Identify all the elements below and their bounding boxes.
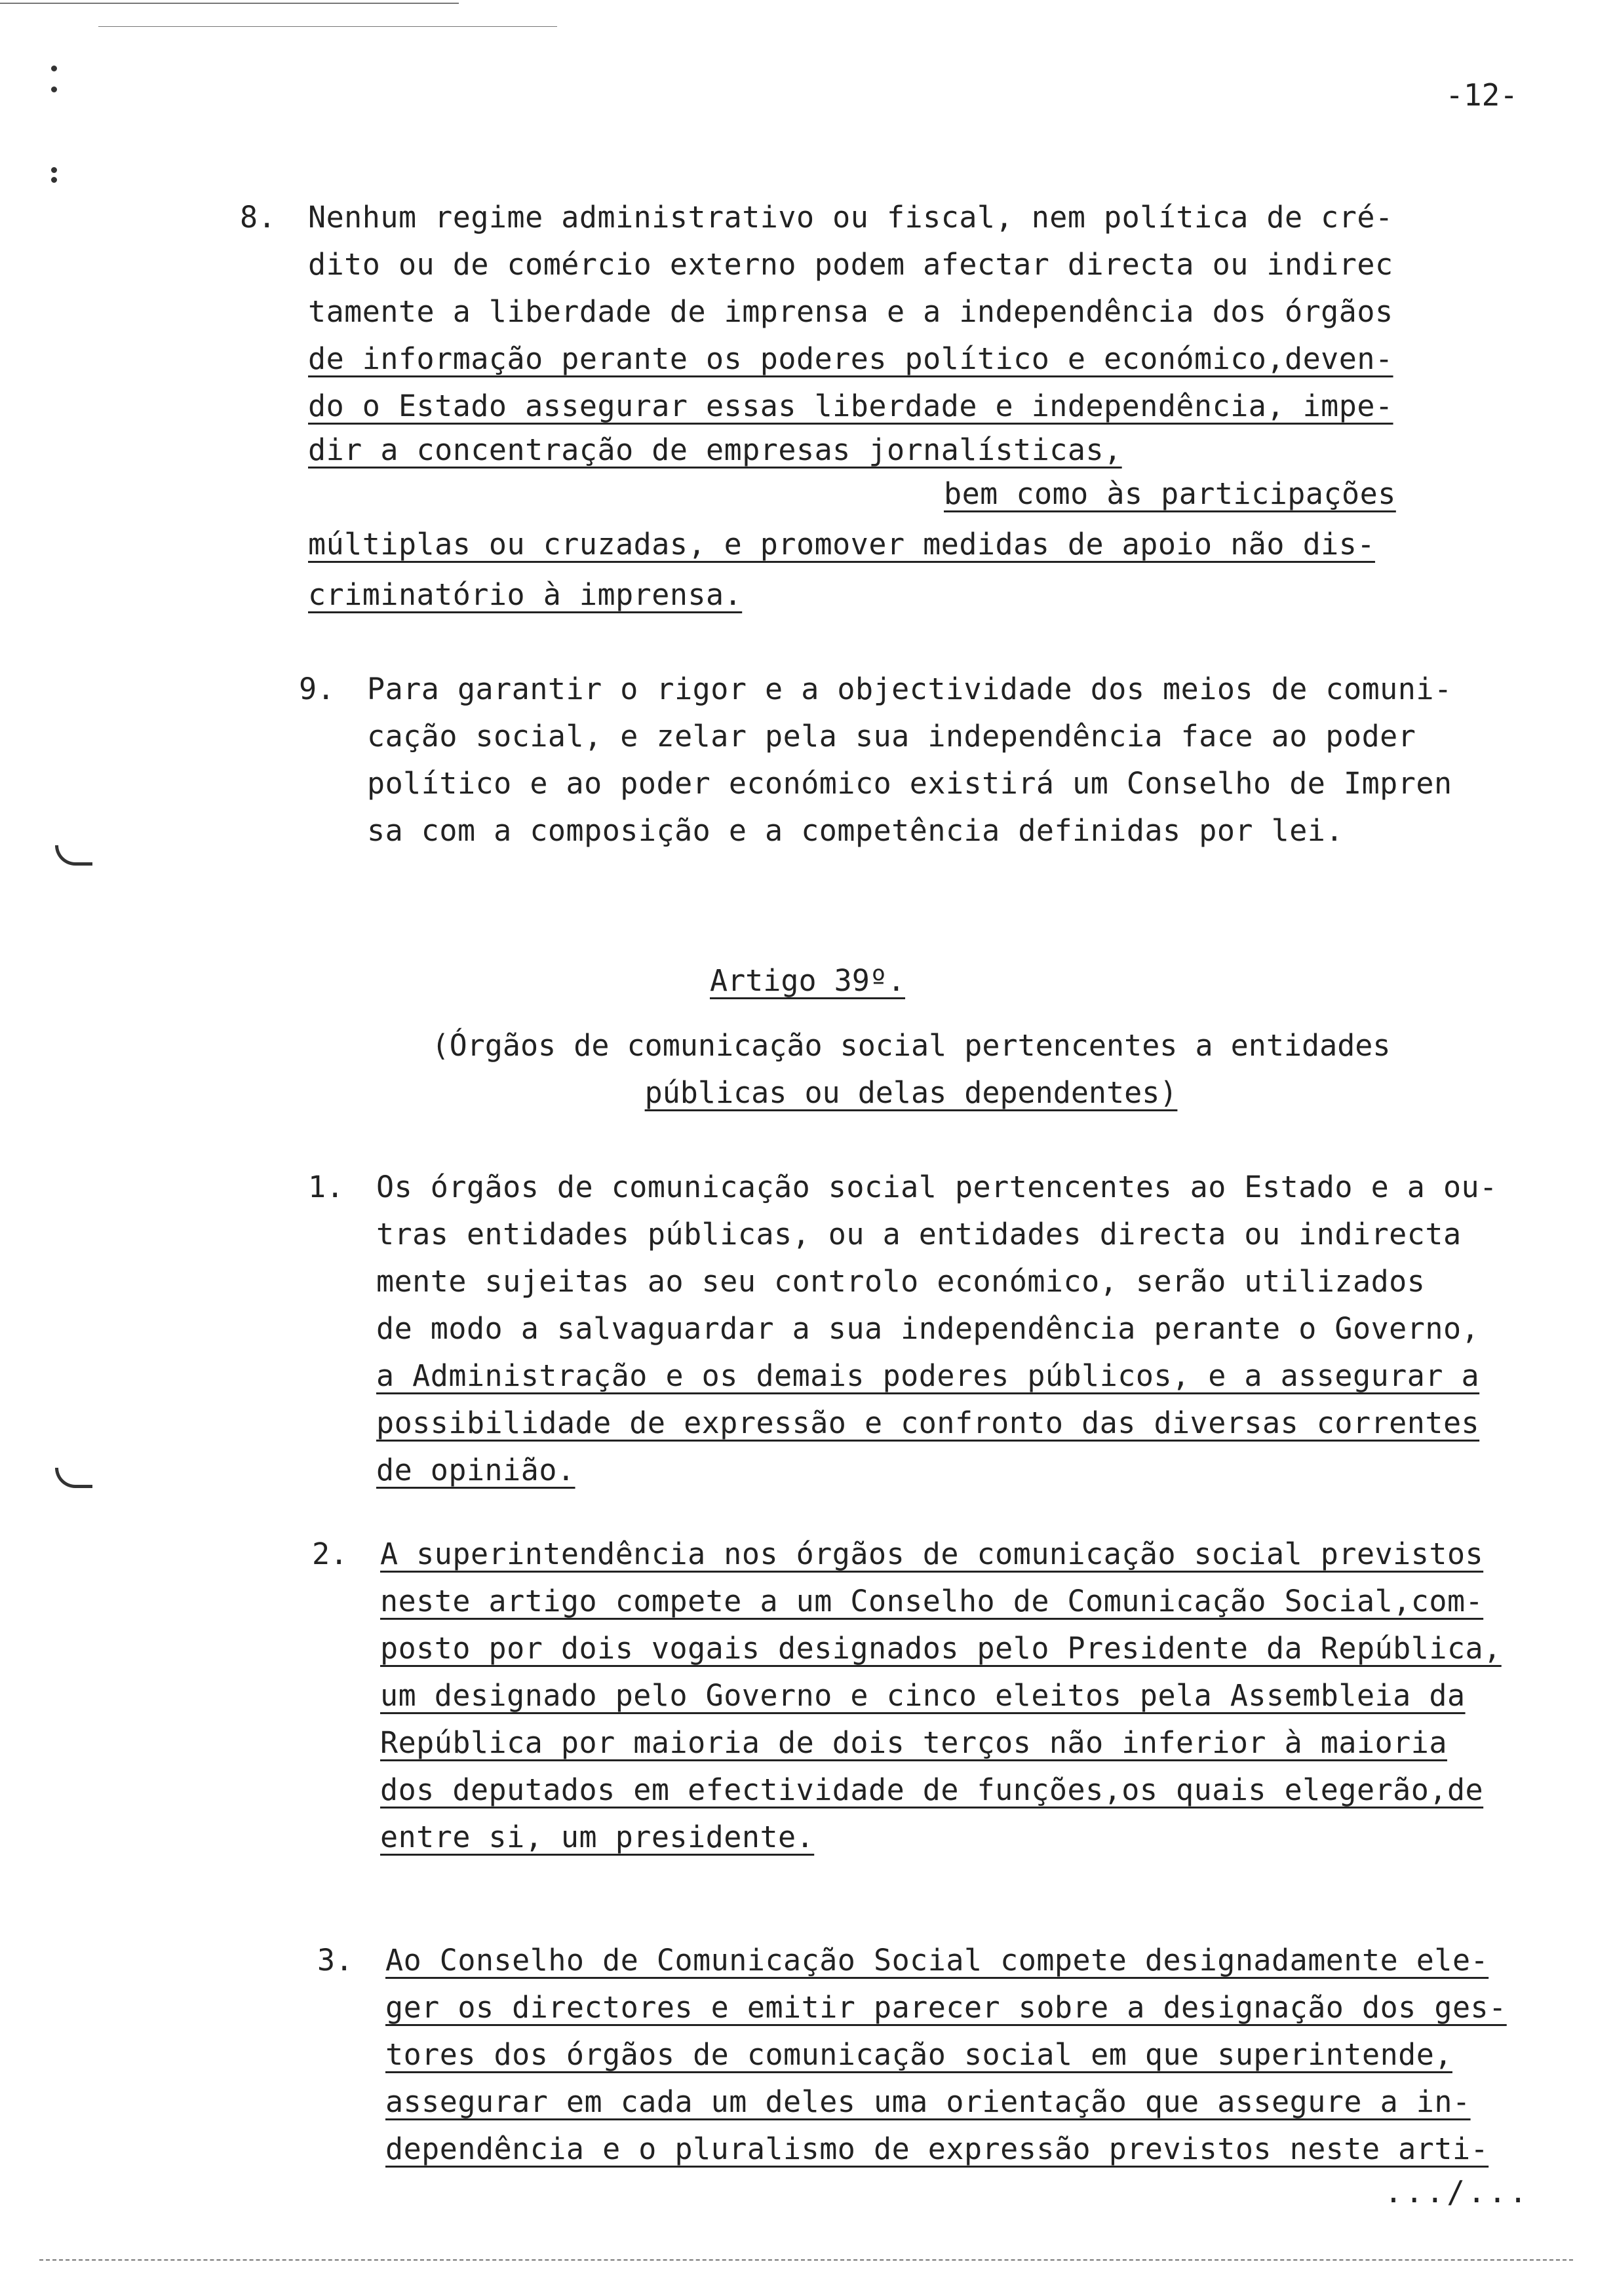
- text-line-underlined: múltiplas ou cruzadas, e promover medidas de apoio não dis-: [308, 527, 1375, 562]
- margin-dot: [51, 86, 57, 92]
- text-line-underlined: de informação perante os poderes político e económico,deven-: [308, 341, 1393, 376]
- text-line-underlined: um designado pelo Governo e cinco eleitos pela Assembleia da: [380, 1678, 1466, 1713]
- text-line-underlined: Ao Conselho de Comunicação Social compete designadamente ele-: [385, 1943, 1489, 1978]
- article-title-text: Artigo 39º.: [709, 963, 905, 998]
- text-line-underlined: dos deputados em efectividade de funções,os quais elegerão,de: [380, 1772, 1484, 1807]
- article-subtitle: [367, 1022, 1455, 1117]
- page-number: -12-: [1445, 77, 1518, 113]
- paragraph-number: 9.: [299, 672, 336, 706]
- text-line: de modo a salvaguardar a sua independência perante o Governo,: [376, 1311, 1480, 1346]
- text-line: cação social, e zelar pela sua independência face ao poder: [367, 719, 1416, 754]
- paragraph-9: [299, 666, 1560, 854]
- text-line-underlined: possibilidade de expressão e confronto das diversas correntes: [376, 1406, 1480, 1440]
- text-line-underlined: do o Estado assegurar essas liberdade e independência, impe-: [308, 389, 1393, 423]
- text-line-underlined: tores dos órgãos de comunicação social em que superintende,: [385, 2037, 1452, 2072]
- text-line-insertion: bem como às participações: [944, 476, 1396, 511]
- text-line: mente sujeitas ao seu controlo económico, serão utilizados: [376, 1264, 1426, 1299]
- text-line-underlined: neste artigo compete a um Conselho de Comunicação Social,com-: [380, 1584, 1484, 1618]
- article-paragraph-2: [312, 1531, 1560, 1861]
- subtitle-line: públicas ou delas dependentes): [644, 1075, 1178, 1110]
- text-line-underlined: posto por dois vogais designados pelo Presidente da República,: [380, 1631, 1502, 1666]
- paragraph-8: [240, 194, 1560, 619]
- text-line-underlined: de opinião.: [376, 1453, 575, 1487]
- margin-dot: [51, 167, 57, 173]
- paragraph-number: 2.: [312, 1537, 349, 1571]
- text-line-underlined: ger os directores e emitir parecer sobre a designação dos ges-: [385, 1990, 1507, 2025]
- top-edge-line-2: [98, 26, 557, 27]
- text-line: Nenhum regime administrativo ou fiscal, nem política de cré-: [308, 200, 1393, 235]
- text-line-underlined: República por maioria de dois terços não inferior à maioria: [380, 1725, 1447, 1760]
- text-line: Para garantir o rigor e a objectividade dos meios de comuni-: [367, 672, 1452, 706]
- text-line: dito ou de comércio externo podem afectar directa ou indirec: [308, 247, 1393, 282]
- text-line-underlined: dir a concentração de empresas jornalísticas,: [308, 432, 1122, 467]
- text-line-underlined: a Administração e os demais poderes públicos, e a assegurar a: [376, 1358, 1480, 1393]
- paragraph-number: 8.: [240, 200, 277, 235]
- margin-bracket-mark: [55, 1468, 92, 1488]
- article-paragraph-1: [308, 1164, 1563, 1494]
- top-edge-line: [0, 3, 459, 4]
- margin-bracket-mark: [55, 845, 92, 866]
- text-line: político e ao poder económico existirá um Conselho de Impren: [367, 766, 1452, 801]
- subtitle-line: (Órgãos de comunicação social pertencentes a entidades: [431, 1028, 1391, 1063]
- paragraph-number: 3.: [317, 1943, 354, 1978]
- text-line-underlined: A superintendência nos órgãos de comunicação social previstos: [380, 1537, 1484, 1571]
- text-line-underlined: assegurar em cada um deles uma orientação que assegure a in-: [385, 2084, 1471, 2119]
- text-line-underlined: criminatório à imprensa.: [308, 577, 743, 612]
- text-line: Os órgãos de comunicação social pertencentes ao Estado e a ou-: [376, 1170, 1498, 1204]
- margin-dot: [51, 66, 57, 71]
- margin-dot: [51, 177, 57, 183]
- article-paragraph-3: [317, 1937, 1560, 2173]
- text-line-underlined: dependência e o pluralismo de expressão previstos neste arti-: [385, 2132, 1489, 2166]
- bottom-edge-line: [39, 2259, 1573, 2261]
- article-title: [0, 963, 1615, 998]
- continuation-marker: .../...: [1384, 2174, 1530, 2210]
- text-line: tras entidades públicas, ou a entidades directa ou indirecta: [376, 1217, 1462, 1252]
- text-line-underlined: entre si, um presidente.: [380, 1820, 815, 1854]
- text-line: tamente a liberdade de imprensa e a independência dos órgãos: [308, 294, 1393, 329]
- text-line: sa com a composição e a competência definidas por lei.: [367, 813, 1344, 848]
- paragraph-number: 1.: [308, 1170, 345, 1204]
